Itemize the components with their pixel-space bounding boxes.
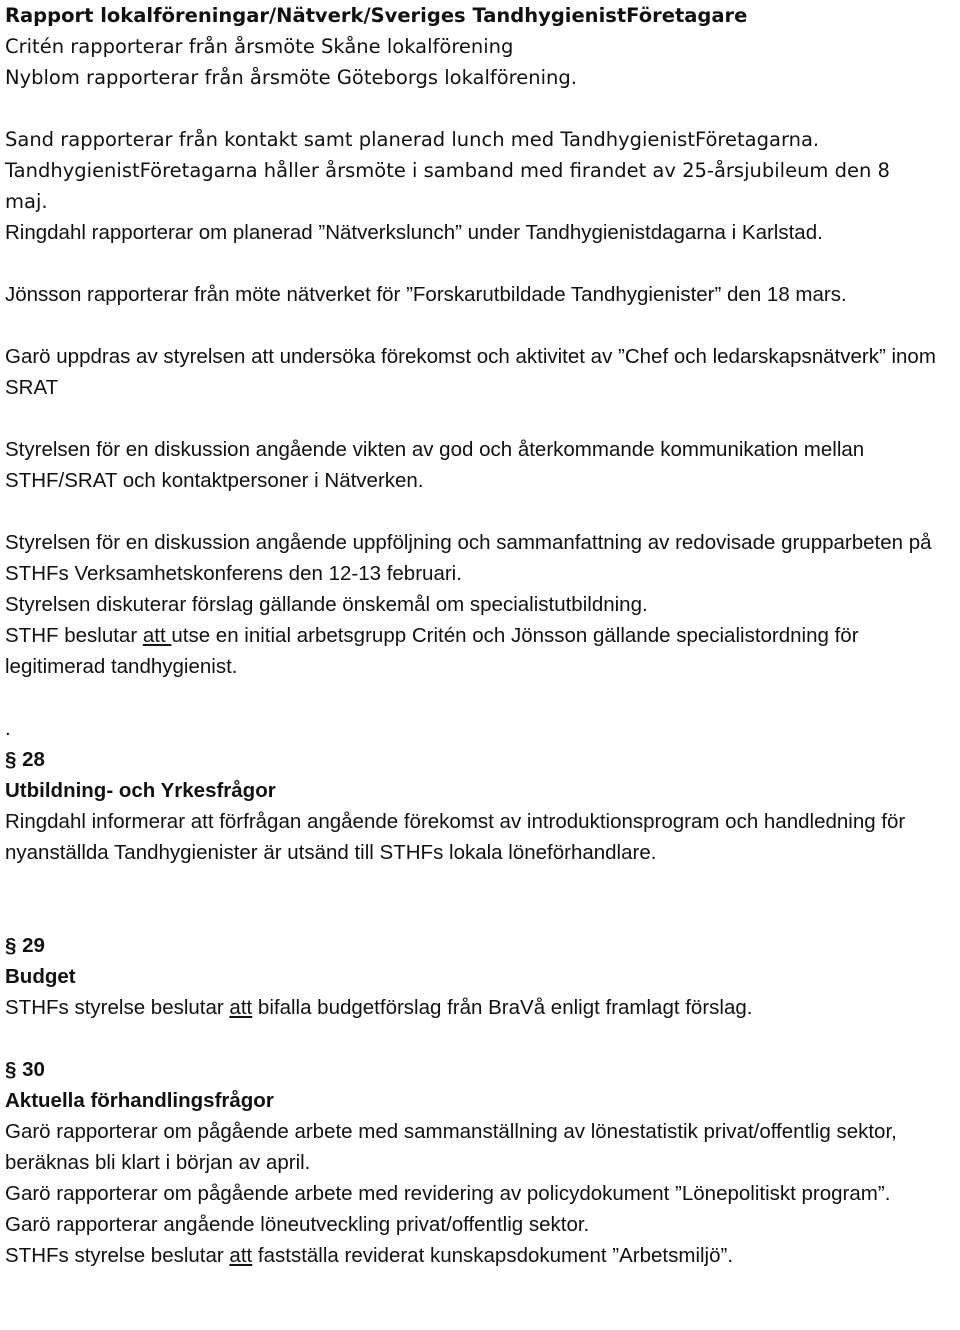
section-text-30 (5, 1240, 960, 1271)
section-text-28: Ringdahl informerar att förfrågan angående förekomst av introduktionsprogram och handledning för nyanställda Tandhygienister är utsänd till STHFs lokala löneförhandlare. (5, 810, 906, 864)
report-line: TandhygienistFöretagarna håller årsmöte i samband med firandet av 25-årsjubileum den 8 (5, 159, 890, 182)
report-line: Sand rapporterar från kontakt samt planerad lunch med TandhygienistFöretagarna. (5, 128, 820, 151)
section-title-28: Utbildning- och Yrkesfrågor (5, 779, 276, 802)
section-text-30: Garö rapporterar om pågående arbete med sammanställning av lönestatistik privat/offentlig sektor, beräknas bli klart i början av april. (5, 1120, 897, 1174)
decision-text: fastställa reviderat kunskapsdokument ”Arbetsmiljö”. (252, 1244, 734, 1267)
decision-text: STHF beslutar (5, 624, 143, 647)
report-line: maj. (5, 190, 48, 213)
section-title-29: Budget (5, 965, 76, 988)
report-line: Ringdahl rapporterar om planerad ”Nätverkslunch” under Tandhygienistdagarna i Karlstad. (5, 221, 823, 244)
report-paragraph: Styrelsen för en diskussion angående uppföljning och sammanfattning av redovisade grupparbeten på STHFs Verksamhetskonferens den 12-13 februari. (5, 531, 932, 585)
section-text-29 (5, 992, 960, 1023)
report-line: Critén rapporterar från årsmöte Skåne lokalförening (5, 35, 514, 58)
report-paragraph: Styrelsen diskuterar förslag gällande önskemål om specialistutbildning. (5, 593, 648, 616)
section-title-30: Aktuella förhandlingsfrågor (5, 1089, 274, 1112)
att-underlined: att (229, 996, 253, 1019)
report-paragraph: Styrelsen för en diskussion angående vikten av god och återkommande kommunikation mellan STHF/SRAT och kontaktpersoner i Nätverken. (5, 438, 865, 492)
att-underlined: att (229, 1244, 253, 1267)
decision-text: STHFs styrelse beslutar (5, 1244, 230, 1267)
decision-paragraph (5, 620, 960, 682)
report-paragraph: Garö uppdras av styrelsen att undersöka förekomst och aktivitet av ”Chef och ledarskapsnätverk” inom SRAT (5, 345, 936, 399)
report-heading: Rapport lokalföreningar/Nätverk/Sveriges TandhygienistFöretagare (5, 4, 748, 27)
report-line: Nyblom rapporterar från årsmöte Göteborgs lokalförening. (5, 66, 577, 89)
section-number-28: § 28 (5, 748, 45, 771)
decision-text: utse en initial arbetsgrupp Critén och Jönsson gällande specialistordning för legitimerad tandhygienist. (5, 624, 859, 678)
section-number-29: § 29 (5, 934, 45, 957)
section-text-30: Garö rapporterar angående löneutveckling privat/offentlig sektor. (5, 1213, 590, 1236)
att-underlined: att (142, 624, 172, 647)
decision-text: bifalla budgetförslag från BraVå enligt framlagt förslag. (252, 996, 753, 1019)
report-paragraph: Jönsson rapporterar från möte nätverket för ”Forskarutbildade Tandhygienister” den 18 mars. (5, 283, 847, 306)
decision-text: STHFs styrelse beslutar (5, 996, 230, 1019)
section-number-30: § 30 (5, 1058, 45, 1081)
section-text-30: Garö rapporterar om pågående arbete med revidering av policydokument ”Lönepolitiskt program”. (5, 1182, 891, 1205)
separator-dot: . (5, 717, 11, 740)
